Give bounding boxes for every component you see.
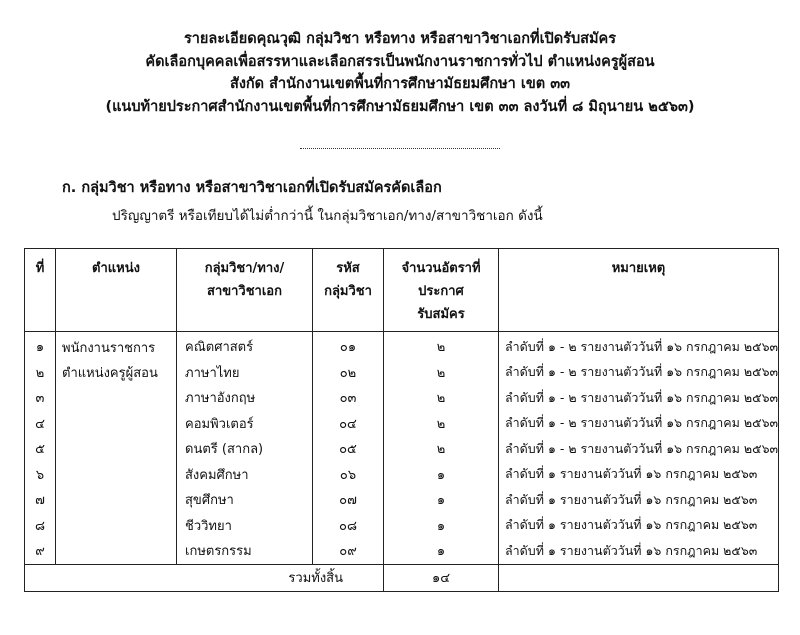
row-code: ๐๗ (313, 487, 384, 513)
row-count: ๒ (384, 332, 499, 360)
row-subject: เกษตรกรรม (177, 538, 313, 564)
row-code: ๐๖ (313, 462, 384, 488)
row-no: ๒ (25, 360, 56, 386)
row-no: ๕ (25, 436, 56, 462)
position-cell (56, 332, 177, 565)
row-code: ๐๘ (313, 513, 384, 539)
position-line-2: ตำแหน่งครูผู้สอน (62, 366, 158, 381)
row-count: ๑ (384, 513, 499, 539)
row-count: ๑ (384, 538, 499, 564)
row-note: ลำดับที่ ๑ - ๒ รายงานตัววันที่ ๑๖ กรกฎาคม ๒๕๖๓ (499, 411, 779, 437)
total-note-empty (499, 564, 779, 591)
table-total-row (25, 564, 779, 591)
header-line-2: คัดเลือกบุคคลเพื่อสรรหาและเลือกสรรเป็นพนักงานราชการทั่วไป ตำแหน่งครูผู้สอน (145, 53, 655, 70)
position-line-1: พนักงานราชการ (62, 341, 156, 356)
row-count: ๒ (384, 411, 499, 437)
table-row (25, 332, 779, 360)
row-subject: ดนตรี (สากล) (177, 436, 313, 462)
header-count: จำนวนอัตราที่ ประกาศ รับสมัคร (384, 249, 499, 332)
row-count: ๑ (384, 462, 499, 488)
row-note: ลำดับที่ ๑ - ๒ รายงานตัววันที่ ๑๖ กรกฎาคม ๒๕๖๓ (499, 436, 779, 462)
row-count: ๑ (384, 487, 499, 513)
section-title: ก. กลุ่มวิชา หรือทาง หรือสาขาวิชาเอกที่เปิดรับสมัครคัดเลือก (62, 180, 442, 196)
header-no: ที่ (25, 249, 56, 332)
row-note: ลำดับที่ ๑ รายงานตัววันที่ ๑๖ กรกฎาคม ๒๕๖๓ (499, 538, 779, 564)
row-no: ๘ (25, 513, 56, 539)
row-note: ลำดับที่ ๑ รายงานตัววันที่ ๑๖ กรกฎาคม ๒๕๖๓ (499, 513, 779, 539)
row-subject: คอมพิวเตอร์ (177, 411, 313, 437)
header-note: หมายเหตุ (499, 249, 779, 332)
row-no: ๗ (25, 487, 56, 513)
row-subject: ภาษาไทย (177, 360, 313, 386)
row-subject: ภาษาอังกฤษ (177, 385, 313, 411)
header-position: ตำแหน่ง (56, 249, 177, 332)
row-note: ลำดับที่ ๑ - ๒ รายงานตัววันที่ ๑๖ กรกฎาคม ๒๕๖๓ (499, 360, 779, 386)
row-code: ๐๕ (313, 436, 384, 462)
row-note: ลำดับที่ ๑ - ๒ รายงานตัววันที่ ๑๖ กรกฎาคม ๒๕๖๓ (499, 385, 779, 411)
row-note: ลำดับที่ ๑ - ๒ รายงานตัววันที่ ๑๖ กรกฎาคม ๒๕๖๓ (499, 332, 779, 360)
row-subject: สุขศึกษา (177, 487, 313, 513)
row-no: ๖ (25, 462, 56, 488)
dotted-divider (300, 140, 500, 149)
row-subject: คณิตศาสตร์ (177, 332, 313, 360)
row-count: ๒ (384, 385, 499, 411)
header-subject: กลุ่มวิชา/ทาง/ สาขาวิชาเอก (177, 249, 313, 332)
row-count: ๒ (384, 436, 499, 462)
row-no: ๓ (25, 385, 56, 411)
header-code: รหัส กลุ่มวิชา (313, 249, 384, 332)
row-note: ลำดับที่ ๑ รายงานตัววันที่ ๑๖ กรกฎาคม ๒๕๖๓ (499, 462, 779, 488)
total-label: รวมทั้งสิ้น (25, 564, 384, 591)
table-header-row (25, 249, 779, 332)
row-code: ๐๑ (313, 332, 384, 360)
row-code: ๐๙ (313, 538, 384, 564)
document-header (0, 28, 800, 118)
row-no: ๑ (25, 332, 56, 360)
header-line-4: (แนบท้ายประกาศสำนักงานเขตพื้นที่การศึกษามัธยมศึกษา เขต ๓๓ ลงวันที่ ๘ มิถุนายน ๒๕๖๓) (105, 98, 695, 115)
row-count: ๒ (384, 360, 499, 386)
header-line-1: รายละเอียดคุณวุฒิ กลุ่มวิชา หรือทาง หรือสาขาวิชาเอกที่เปิดรับสมัคร (183, 31, 617, 47)
positions-table (24, 248, 779, 592)
row-subject: ชีววิทยา (177, 513, 313, 539)
section-description: ปริญญาตรี หรือเทียบได้ไม่ต่ำกว่านี้ ในกลุ่มวิชาเอก/ทาง/สาขาวิชาเอก ดังนี้ (112, 208, 543, 224)
row-no: ๔ (25, 411, 56, 437)
row-code: ๐๓ (313, 385, 384, 411)
header-line-3: สังกัด สำนักงานเขตพื้นที่การศึกษามัธยมศึกษา เขต ๓๓ (229, 76, 571, 92)
row-note: ลำดับที่ ๑ รายงานตัววันที่ ๑๖ กรกฎาคม ๒๕๖๓ (499, 487, 779, 513)
row-subject: สังคมศึกษา (177, 462, 313, 488)
row-code: ๐๔ (313, 411, 384, 437)
row-code: ๐๒ (313, 360, 384, 386)
total-value: ๑๔ (384, 564, 499, 591)
row-no: ๙ (25, 538, 56, 564)
